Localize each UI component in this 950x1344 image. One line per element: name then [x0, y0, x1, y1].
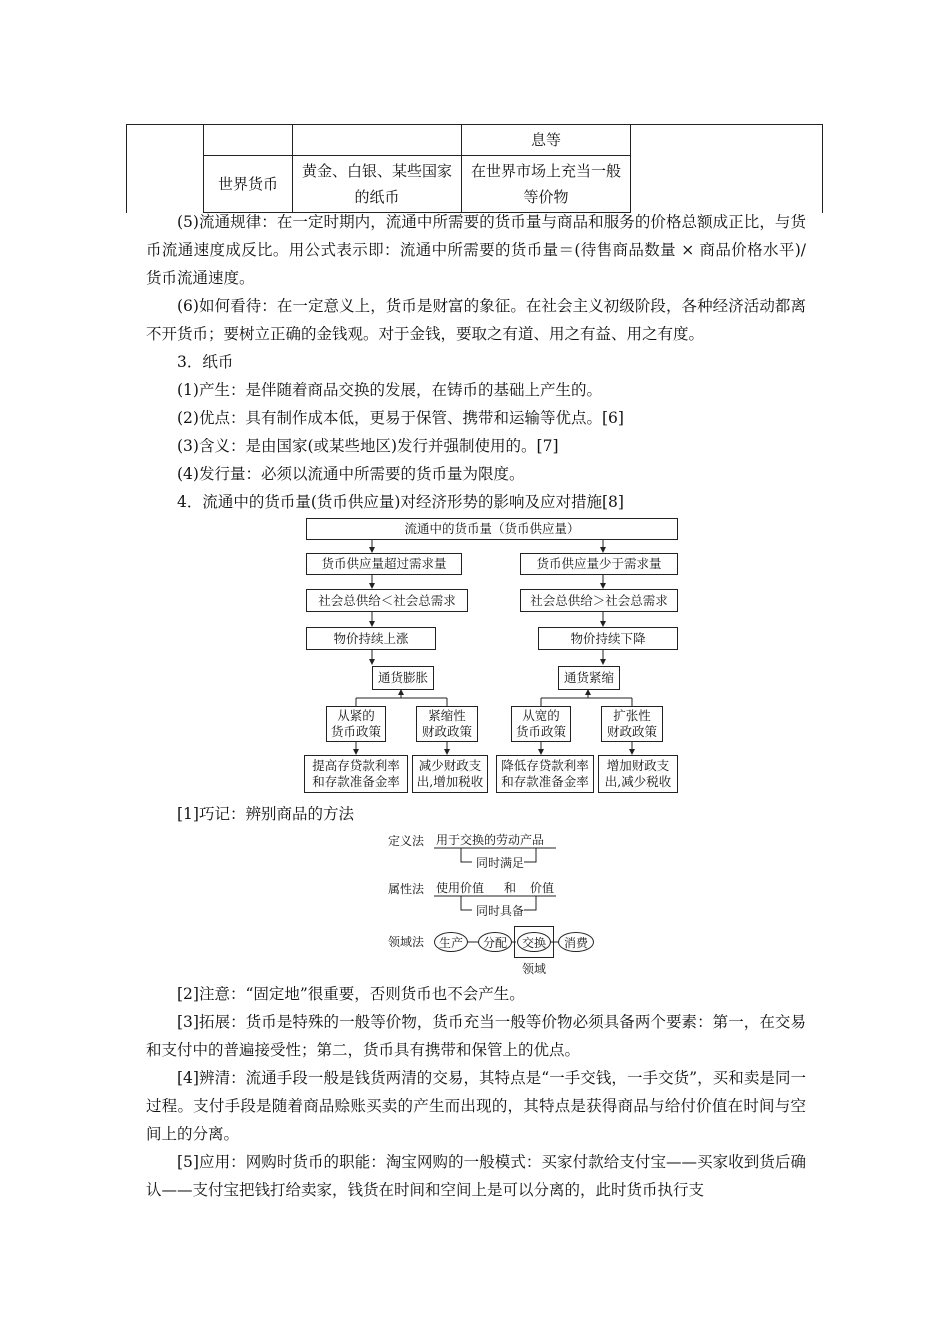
table-cell: 黄金、白银、某些国家的纸币 — [293, 156, 462, 213]
tip-label: 领域法 — [388, 935, 425, 949]
flow-node-supply-short: 货币供应量少于需求量 — [520, 553, 678, 575]
money-functions-table — [126, 124, 823, 213]
flow-node-deflation: 通货紧缩 — [558, 666, 620, 690]
flow-node-label: 财政政策 — [606, 724, 657, 739]
flow-node-lower-rates — [496, 755, 594, 793]
note-4: [4]辨清：流通手段一般是钱货两清的交易，其特点是“一手交钱，一手交货”，买和卖是同一过程。支付手段是随着商品赊账买卖的产生而出现的，其特点是获得商品与给付价值在时间与空间上的分离。 — [146, 1069, 806, 1143]
tip-text: 价值 — [530, 881, 555, 895]
list-item: (1)产生：是伴随着商品交换的发展，在铸币的基础上产生的。 — [177, 381, 602, 399]
list-item: (3)含义：是由国家(或某些地区)发行并强制使用的。[7] — [177, 437, 559, 455]
flow-node-supply-lt-demand: 社会总供给＜社会总需求 — [306, 589, 468, 612]
flow-node-supply-gt-demand: 社会总供给＞社会总需求 — [520, 589, 678, 612]
table-cell — [293, 125, 462, 156]
tip-text: 使用价值 — [436, 881, 485, 895]
flow-node-label: 货币政策 — [330, 724, 381, 739]
flow-node-label: 出,减少税收 — [604, 774, 672, 789]
list-item: (2)优点：具有制作成本低，更易于保管、携带和运输等优点。[6] — [177, 409, 624, 427]
flow-node-label: 紧缩性 — [428, 708, 466, 723]
tip-connectors — [386, 828, 600, 978]
table-row — [127, 125, 823, 156]
tip-text: 用于交换的劳动产品 — [436, 833, 545, 847]
flow-node-contractionary-fiscal — [416, 706, 478, 742]
flow-node-label: 从宽的 — [522, 708, 560, 723]
note-1: [1]巧记：辨别商品的方法 — [177, 805, 354, 823]
flow-node-loose-monetary — [511, 706, 571, 742]
tip-label: 定义法 — [388, 834, 425, 848]
flow-node-inflation: 通货膨胀 — [372, 666, 434, 690]
field-exchange: 交换 — [517, 932, 551, 952]
flow-node-label: 从紧的 — [337, 708, 375, 723]
heading-paper-money: 3．纸币 — [177, 353, 234, 371]
flow-node-money-supply: 流通中的货币量（货币供应量） — [306, 518, 678, 540]
tip-label: 属性法 — [388, 882, 425, 896]
flow-node-label: 和存款准备金率 — [312, 774, 400, 789]
note-5: [5]应用：网购时货币的职能：淘宝网购的一般模式：买家付款给支付宝——买家收到货后确认——支付宝把钱打给卖家，钱货在时间和空间上是可以分离的，此时货币执行支 — [146, 1153, 806, 1199]
table-cell: 息等 — [462, 125, 631, 156]
paragraph-circulation-law: (5)流通规律：在一定时期内，流通中所需要的货币量与商品和服务的价格总额成正比，与货币流通速度成反比。用公式表示即：流通中所需要的货币量＝(待售商品数量 × 商品价格水平)/货币流通速度。 — [146, 213, 806, 287]
table-cell — [631, 125, 823, 213]
paragraph-attitude: (6)如何看待：在一定意义上，货币是财富的象征。在社会主义初级阶段，各种经济活动都离不开货币；要树立正确的金钱观。对于金钱，要取之有道、用之有益、用之有度。 — [146, 297, 806, 343]
field-distribution: 分配 — [478, 932, 512, 952]
table-cell — [127, 125, 204, 213]
tip-note: 同时具备 — [476, 904, 525, 918]
flow-node-label: 货币政策 — [515, 724, 566, 739]
tip-text: 和 — [504, 881, 517, 895]
money-supply-flowchart — [300, 516, 684, 798]
flow-node-supply-exceeds: 货币供应量超过需求量 — [306, 553, 462, 575]
flow-node-price-rise: 物价持续上涨 — [306, 627, 436, 650]
heading-money-supply: 4．流通中的货币量(货币供应量)对经济形势的影响及应对措施[8] — [177, 493, 624, 511]
flow-node-cut-spending — [412, 755, 488, 793]
note-2: [2]注意：“固定地”很重要，否则货币也不会产生。 — [177, 985, 525, 1003]
commodity-tip-diagram — [386, 828, 600, 978]
table-cell: 世界货币 — [204, 156, 293, 213]
flow-node-raise-rates — [304, 755, 408, 793]
flow-node-label: 减少财政支 — [418, 758, 482, 773]
note-3: [3]拓展：货币是特殊的一般等价物，货币充当一般等价物必须具备两个要素：第一，在交易和支付中的普遍接受性；第二，货币具有携带和保管上的优点。 — [146, 1013, 806, 1059]
flow-node-expansionary-fiscal — [601, 706, 663, 742]
field-consumption: 消费 — [558, 932, 594, 952]
flow-node-label: 增加财政支 — [606, 758, 670, 773]
flow-node-label: 出,增加税收 — [416, 774, 484, 789]
flow-node-label: 降低存贷款利率 — [501, 758, 589, 773]
tip-note: 领域 — [522, 962, 547, 976]
flow-node-label: 扩张性 — [613, 708, 651, 723]
flow-node-price-fall: 物价持续下降 — [538, 627, 678, 650]
table-cell: 在世界市场上充当一般等价物 — [462, 156, 631, 213]
flow-node-tight-monetary — [326, 706, 386, 742]
flow-node-label: 和存款准备金率 — [501, 774, 589, 789]
flow-node-label: 提高存贷款利率 — [312, 758, 400, 773]
flow-node-raise-spending — [598, 755, 678, 793]
field-production: 生产 — [434, 932, 468, 952]
table-cell — [204, 125, 293, 156]
flow-node-label: 财政政策 — [421, 724, 472, 739]
list-item: (4)发行量：必须以流通中所需要的货币量为限度。 — [177, 465, 525, 483]
tip-note: 同时满足 — [476, 856, 525, 870]
